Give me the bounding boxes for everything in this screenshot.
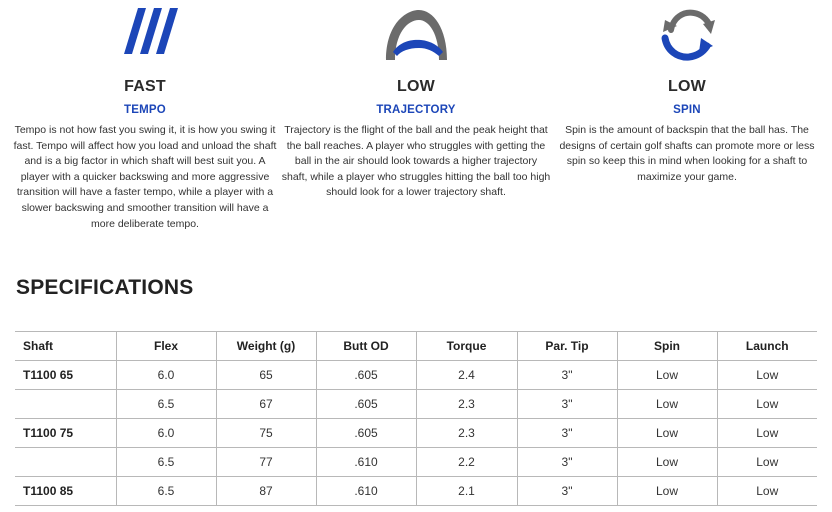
table-row [15,361,817,390]
torque-cell: 2.2 [416,448,517,477]
table-row [15,448,817,477]
butt-od-cell: .605 [316,390,416,419]
tempo-value: FAST [124,78,166,95]
butt-od-cell: .605 [316,361,416,390]
table-row [15,419,817,448]
shaft-cell: T1100 65 [15,361,116,390]
column-header-par-tip: Par. Tip [517,332,617,361]
par-tip-cell: 3" [517,448,617,477]
par-tip-cell: 3" [517,361,617,390]
column-header-butt-od: Butt OD [316,332,416,361]
shaft-cell [15,390,116,419]
column-header-weight: Weight (g) [216,332,316,361]
trajectory-description: Trajectory is the flight of the ball and the peak height that the ball reaches. A player who struggles with getting the ball in the air should look towards a higher trajectory shaft, while a player who struggles hitting the ball too high should look for a lower trajectory shaft. [281,124,551,199]
torque-cell: 2.1 [416,477,517,506]
feature-tempo [10,0,280,232]
torque-cell: 2.3 [416,390,517,419]
spin-description: Spin is the amount of backspin that the ball has. The designs of certain golf shafts can promote more or less spin so keep this in mind when looking for a shaft to maximize your game. [559,124,815,183]
column-header-launch: Launch [717,332,817,361]
column-header-torque: Torque [416,332,517,361]
spin-cell: Low [617,361,717,390]
feature-spin [552,0,822,185]
spin-value: LOW [668,78,706,95]
tempo-slashes-icon [10,0,280,70]
trajectory-value: LOW [397,78,435,95]
flex-cell: 6.5 [116,448,216,477]
butt-od-cell: .605 [316,419,416,448]
column-header-spin: Spin [617,332,717,361]
column-header-shaft: Shaft [15,332,116,361]
shaft-cell: T1100 85 [15,477,116,506]
specifications-title: SPECIFICATIONS [16,276,194,299]
spin-cell: Low [617,448,717,477]
butt-od-cell: .610 [316,477,416,506]
flex-cell: 6.5 [116,390,216,419]
flex-cell: 6.0 [116,419,216,448]
weight-cell: 75 [216,419,316,448]
tempo-label: TEMPO [124,104,166,116]
par-tip-cell: 3" [517,390,617,419]
weight-cell: 67 [216,390,316,419]
tempo-description: Tempo is not how fast you swing it, it is how you swing it fast. Tempo will affect how you load and unload the shaft and is a big factor in which shaft will best suit you. A player with a quicker backswing and more aggressive transition will have a faster tempo, while a player with a slower backswing and smoother transition will have a more deliberate tempo. [13,124,277,230]
par-tip-cell: 3" [517,477,617,506]
trajectory-arc-icon [281,0,551,70]
table-row [15,390,817,419]
launch-cell: Low [717,448,817,477]
column-header-flex: Flex [116,332,216,361]
spin-label: SPIN [673,104,701,116]
weight-cell: 65 [216,361,316,390]
launch-cell: Low [717,477,817,506]
flex-cell: 6.5 [116,477,216,506]
launch-cell: Low [717,419,817,448]
launch-cell: Low [717,390,817,419]
spin-arrows-icon [552,0,822,70]
weight-cell: 87 [216,477,316,506]
weight-cell: 77 [216,448,316,477]
torque-cell: 2.3 [416,419,517,448]
flex-cell: 6.0 [116,361,216,390]
spin-cell: Low [617,477,717,506]
launch-cell: Low [717,361,817,390]
table-header-row [15,332,817,361]
feature-trajectory [281,0,551,201]
table-row [15,477,817,506]
butt-od-cell: .610 [316,448,416,477]
spin-cell: Low [617,390,717,419]
shaft-cell: T1100 75 [15,419,116,448]
spin-cell: Low [617,419,717,448]
shaft-cell [15,448,116,477]
trajectory-label: TRAJECTORY [376,104,456,116]
par-tip-cell: 3" [517,419,617,448]
specifications-table [15,331,817,506]
torque-cell: 2.4 [416,361,517,390]
